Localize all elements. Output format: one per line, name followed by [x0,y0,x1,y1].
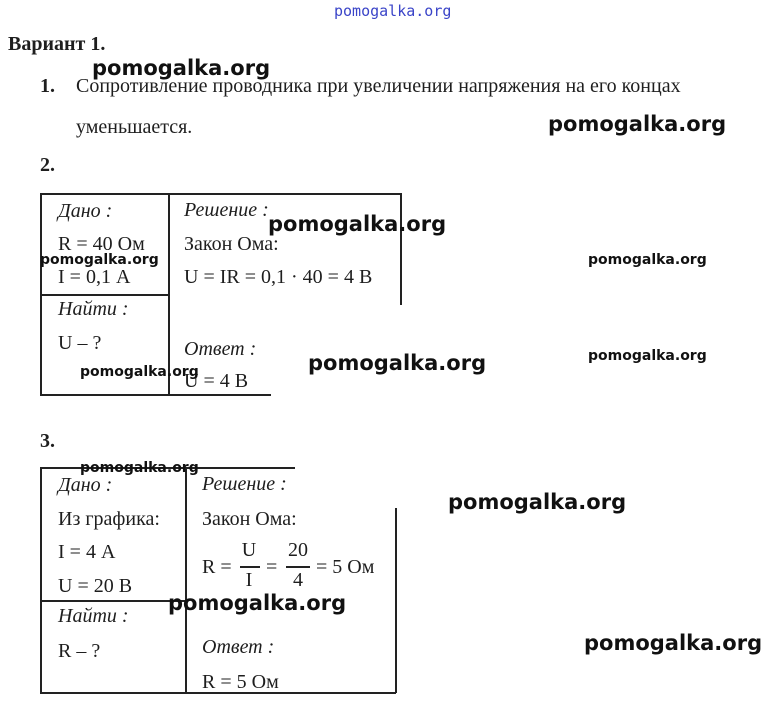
task3-formula-lhs: R = [202,556,232,578]
task3-given-line3: U = 20 В [58,575,133,597]
task1-text-line1: Сопротивление проводника при увеличении напряжения на его концах [76,75,681,97]
watermark: pomogalka.org [92,56,271,80]
task3-law: Закон Ома: [202,508,297,530]
task2-answer-value: U = 4 В [184,370,249,392]
watermark: pomogalka.org [168,591,347,615]
task3-given-line2: I = 4 А [58,541,116,563]
task3-given-label: Дано : [58,474,113,496]
task3-frac1-numerator: U [241,539,257,561]
task2-given-line1: R = 40 Ом [58,233,145,255]
task3-find-label: Найти : [58,605,129,627]
watermark: pomogalka.org [80,460,199,476]
task2-find-label: Найти : [58,298,129,320]
task3-frac2-numerator: 20 [288,539,308,561]
task2-answer-label: Ответ : [184,338,257,360]
watermark: pomogalka.org [588,252,707,268]
task2-law: Закон Ома: [184,233,279,255]
task2-given-label: Дано : [58,200,113,222]
task3-find-value: R – ? [58,640,101,662]
task3-frac1-denominator: I [245,569,253,591]
task2-formula: U = IR = 0,1 · 40 = 4 В [184,266,373,288]
variant-title: Вариант 1. [8,33,106,55]
task2-given-line2: I = 0,1 А [58,266,131,288]
task3-solution-label: Решение : [202,473,287,495]
watermark: pomogalka.org [548,112,727,136]
task3-frac2-denominator: 4 [293,569,303,591]
task2-solution-label: Решение : [184,199,269,221]
site-link[interactable]: pomogalka.org [334,2,452,20]
watermark: pomogalka.org [80,364,199,380]
task3-frac2-bar [286,566,310,568]
task2-number: 2. [40,154,55,176]
watermark: pomogalka.org [308,351,487,375]
task3-number: 3. [40,430,55,452]
watermark: pomogalka.org [268,212,447,236]
task3-answer-value: R = 5 Ом [202,671,279,693]
task1-number: 1. [40,75,55,97]
task1-text-line2: уменьшается. [76,116,193,138]
task3-given-line1: Из графика: [58,508,160,530]
task3-formula-eq: = [266,556,278,578]
watermark: pomogalka.org [40,252,159,268]
watermark: pomogalka.org [584,631,763,655]
watermark: pomogalka.org [448,490,627,514]
task3-frac1-bar [240,566,260,568]
task2-find-value: U – ? [58,332,102,354]
task3-answer-label: Ответ : [202,636,275,658]
watermark: pomogalka.org [588,348,707,364]
task3-formula-rhs: = 5 Ом [316,556,375,578]
